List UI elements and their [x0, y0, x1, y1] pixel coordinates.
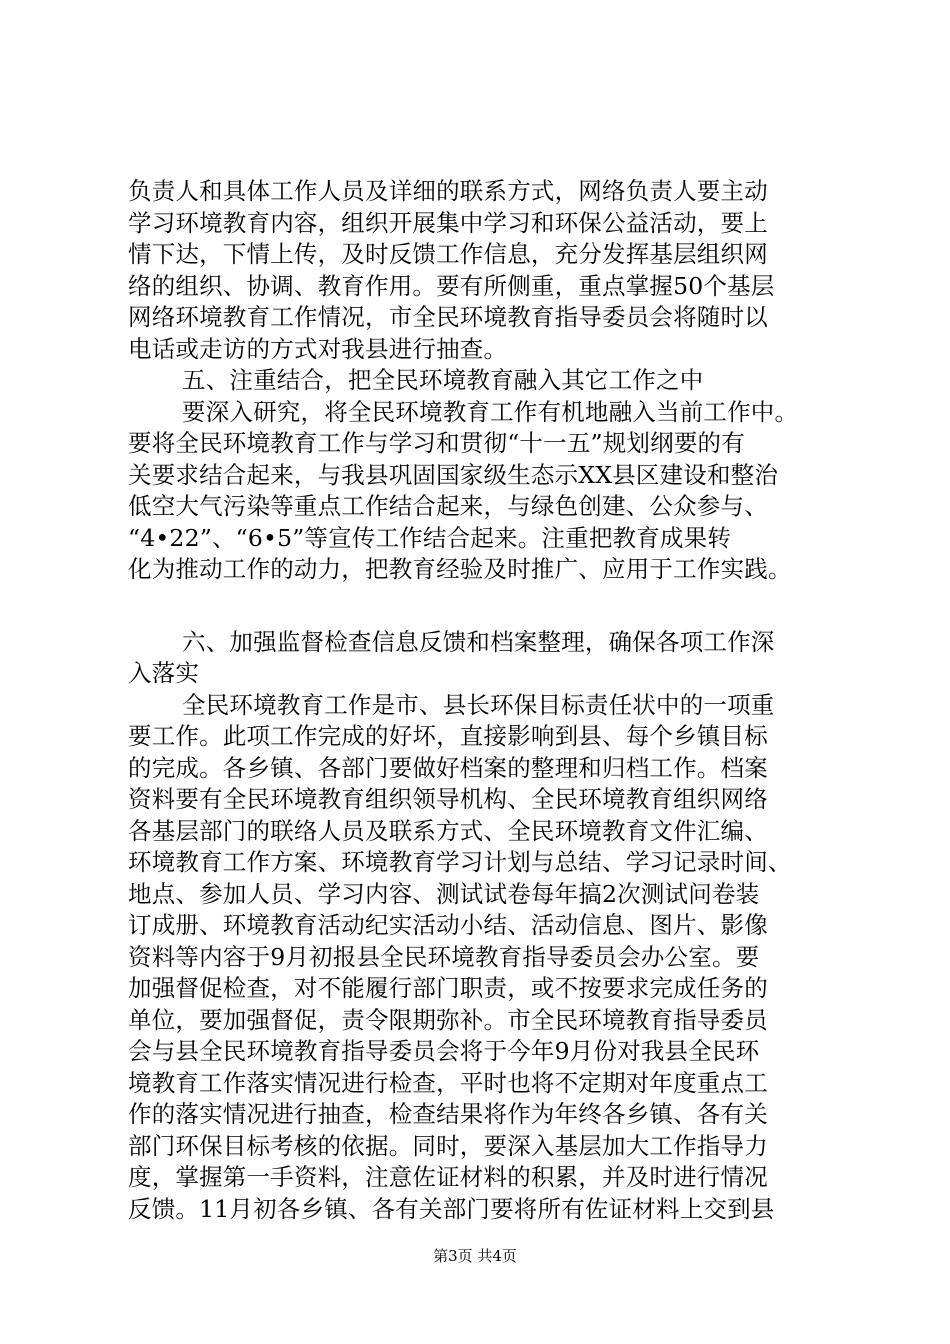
text-line: “4•22”、“6•5”等宣传工作结合起来。注重把教育成果转: [128, 523, 732, 552]
text-line: 单位，要加强督促，责令限期弥补。市全民环境教育指导委员: [128, 1005, 768, 1034]
text-line: 电话或走访的方式对我县进行抽查。: [128, 334, 508, 363]
text-line: 络的组织、协调、教育作用。要有所侧重，重点掌握50个基层: [128, 271, 775, 300]
paragraph-integration: [128, 397, 828, 586]
text-line: 负责人和具体工作人员及详细的联系方式，网络负责人要主动: [128, 177, 768, 205]
heading-line: 六、加强监督检查信息反馈和档案整理，确保各项工作深: [182, 627, 775, 656]
text-line: 资料要有全民环境教育组织领导机构、全民环境教育组织网络: [128, 785, 768, 813]
text-line: 要工作。此项工作完成的好坏，直接影响到县、每个乡镇目标: [128, 722, 768, 750]
text-line: 资料等内容于9月初报县全民环境教育指导委员会办公室。要: [128, 942, 760, 971]
text-line: 加强督促检查，对不能履行部门职责，或不按要求完成任务的: [128, 974, 768, 1002]
section-heading-6: [128, 627, 828, 690]
text-line: 环境教育工作方案、环境教育学习计划与总结、学习记录时间、: [128, 848, 792, 876]
text-line: 各基层部门的联络人员及联系方式、全民环境教育文件汇编、: [128, 816, 768, 845]
text-line: 学习环境教育内容，组织开展集中学习和环保公益活动，要上: [128, 208, 768, 237]
paragraph-network-contacts: [128, 176, 828, 365]
text-line: 要深入研究，将全民环境教育工作有机地融入当前工作中。: [182, 397, 799, 426]
text-line: 反馈。11月初各乡镇、各有关部门要将所有佐证材料上交到县: [128, 1194, 775, 1223]
paragraph-supervision: [128, 690, 828, 1226]
text-line: 化为推动工作的动力，把教育经验及时推广、应用于工作实践。: [128, 555, 792, 583]
text-line: 部门环保目标考核的依据。同时，要深入基层加大工作指导力: [128, 1131, 768, 1160]
text-line: 度，掌握第一手资料，注意佐证材料的积累，并及时进行情况: [128, 1163, 768, 1191]
page-number-footer: 第3页 共4页: [433, 1247, 517, 1265]
paragraph-gap: [128, 586, 828, 627]
text-line: 要将全民环境教育工作与学习和贯彻“十一五”规划纲要的有: [128, 429, 745, 457]
text-line: 关要求结合起来，与我县巩固国家级生态示XX县区建设和整治: [128, 460, 779, 489]
text-line: 全民环境教育工作是市、县长环保目标责任状中的一项重: [182, 690, 775, 719]
text-line: 境教育工作落实情况进行检查，平时也将不定期对年度重点工: [128, 1068, 768, 1097]
text-line: 网络环境教育工作情况，市全民环境教育指导委员会将随时以: [128, 303, 768, 331]
text-line: 低空大气污染等重点工作结合起来，与绿色创建、公众参与、: [128, 492, 768, 520]
text-line: 情下达，下情上传，及时反馈工作信息，充分发挥基层组织网: [128, 240, 768, 268]
section-heading-5: 五、注重结合，把全民环境教育融入其它工作之中: [182, 366, 704, 394]
text-line: 作的落实情况进行抽查，检查结果将作为年终各乡镇、各有关: [128, 1100, 768, 1128]
text-line: 的完成。各乡镇、各部门要做好档案的整理和归档工作。档案: [128, 753, 768, 782]
text-line: 订成册、环境教育活动纪实活动小结、活动信息、图片、影像: [128, 911, 768, 939]
text-line: 地点、参加人员、学习内容、测试试卷每年搞2次测试问卷装: [128, 879, 760, 908]
text-line: 会与县全民环境教育指导委员会将于今年9月份对我县全民环: [128, 1037, 760, 1065]
document-body: [128, 176, 828, 1225]
heading-line: 入落实: [128, 659, 200, 687]
